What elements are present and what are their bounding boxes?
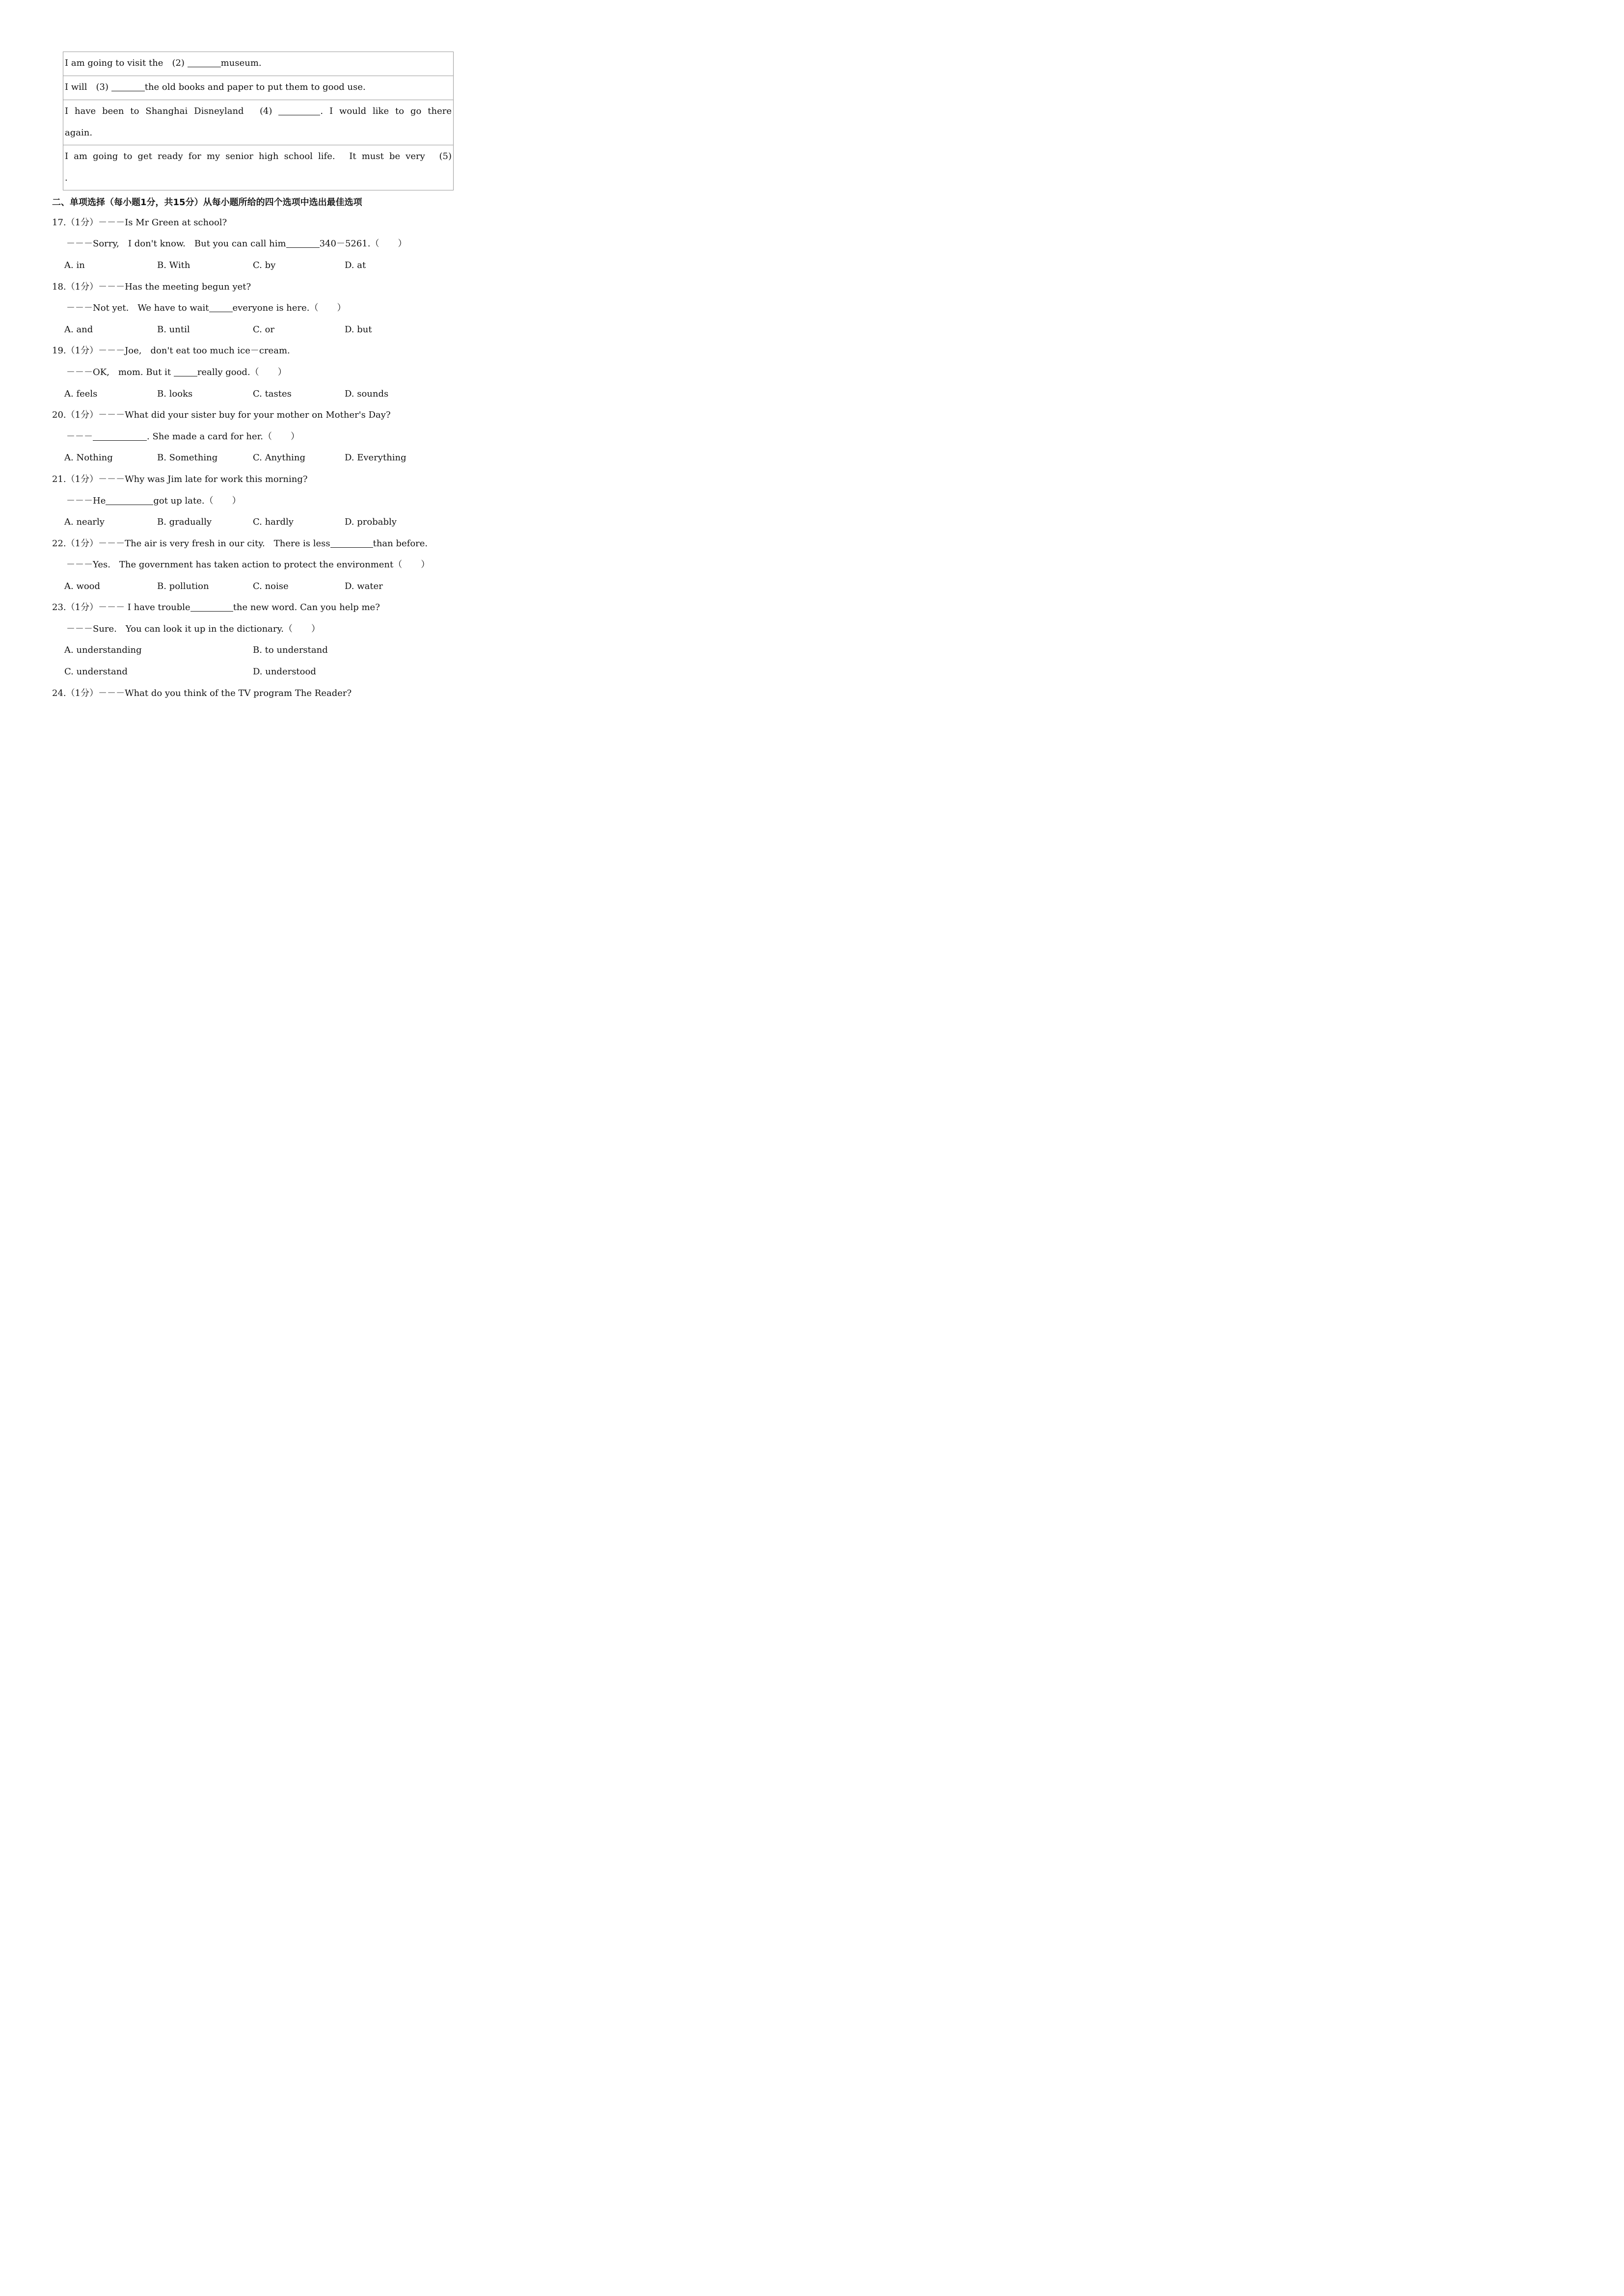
answer-text-before: －－－OK, mom. But it bbox=[66, 367, 174, 377]
cell-text-line2: again. bbox=[65, 128, 93, 138]
option-c[interactable]: C. hardly bbox=[253, 517, 294, 527]
question-stem-before: 22.（1分）－－－The air is very fresh in our city. There is less bbox=[52, 538, 330, 549]
paren-close: ） bbox=[337, 303, 346, 313]
answer-text-after: . She made a card for her.（ bbox=[147, 431, 272, 442]
cell-text bbox=[65, 52, 452, 74]
cell-text-after: . I would like to go there bbox=[320, 106, 452, 116]
table-cell bbox=[63, 100, 454, 145]
option-a[interactable]: A. in bbox=[64, 260, 85, 270]
option-d[interactable]: D. understood bbox=[253, 667, 316, 677]
cell-text-before: I have been to Shanghai Disneyland (4) bbox=[65, 106, 279, 116]
answer-text-after: everyone is here.（ bbox=[232, 303, 319, 313]
question-stem: 21.（1分）－－－Why was Jim late for work this morning? bbox=[52, 474, 308, 484]
answer-blank[interactable] bbox=[111, 81, 145, 91]
option-d[interactable]: D. but bbox=[345, 324, 372, 335]
option-d[interactable]: D. probably bbox=[345, 517, 397, 527]
cell-text-before: I am going to visit the (2) bbox=[65, 58, 188, 68]
option-d[interactable]: D. at bbox=[345, 260, 366, 270]
paren-close: ） bbox=[311, 624, 320, 634]
table-row bbox=[63, 145, 454, 190]
cell-text bbox=[65, 100, 452, 122]
table-row bbox=[63, 52, 454, 76]
paren-close: ） bbox=[398, 239, 407, 249]
option-a[interactable]: A. Nothing bbox=[64, 453, 113, 463]
answer-blank[interactable] bbox=[93, 431, 147, 441]
question-stem-after: the new word. Can you help me? bbox=[233, 602, 380, 613]
option-c[interactable]: C. Anything bbox=[253, 453, 306, 463]
table-cell bbox=[63, 145, 454, 190]
option-c[interactable]: C. understand bbox=[64, 667, 128, 677]
answer-text-before: －－－Sorry, I don't know. But you can call him bbox=[66, 239, 286, 249]
answer-blank[interactable] bbox=[209, 302, 233, 312]
option-c[interactable]: C. noise bbox=[253, 581, 289, 591]
answer-line bbox=[66, 238, 406, 250]
answer-text-after: 340－5261.（ bbox=[319, 239, 379, 249]
cell-text-before: I will (3) bbox=[65, 82, 111, 92]
table-row bbox=[63, 76, 454, 100]
option-a[interactable]: A. wood bbox=[64, 581, 101, 591]
answer-line bbox=[66, 559, 430, 571]
option-b[interactable]: B. gradually bbox=[157, 517, 212, 527]
question-stem bbox=[52, 601, 380, 614]
answer-blank[interactable] bbox=[174, 367, 197, 376]
option-c[interactable]: C. or bbox=[253, 324, 275, 335]
answer-blank[interactable] bbox=[278, 106, 320, 115]
table-cell bbox=[63, 52, 454, 76]
option-b[interactable]: B. Something bbox=[157, 453, 218, 463]
paren-close: ） bbox=[277, 367, 287, 377]
question-stem: 19.（1分）－－－Joe, don't eat too much ice－cream. bbox=[52, 346, 290, 356]
paren-close: ） bbox=[290, 431, 299, 442]
option-b[interactable]: B. With bbox=[157, 260, 190, 270]
answer-line bbox=[66, 495, 241, 507]
question-stem: 18.（1分）－－－Has the meeting begun yet? bbox=[52, 282, 251, 292]
answer-line bbox=[66, 623, 320, 636]
answer-text-before: －－－Yes. The government has taken action to protect the environment（ bbox=[66, 560, 403, 570]
cell-text: I am going to get ready for my senior high school life. It must be very (5) bbox=[65, 151, 452, 161]
answer-text-after: got up late.（ bbox=[153, 496, 214, 506]
answer-text-before: －－－Not yet. We have to wait bbox=[66, 303, 209, 313]
question-stem: 20.（1分）－－－What did your sister buy for your mother on Mother's Day? bbox=[52, 410, 391, 420]
table-row bbox=[63, 100, 454, 145]
answer-blank[interactable] bbox=[190, 602, 233, 612]
question-stem: 24.（1分）－－－What do you think of the TV program The Reader? bbox=[52, 688, 352, 698]
answer-text-before: －－－ bbox=[66, 431, 93, 442]
paren-close: ） bbox=[232, 496, 241, 506]
answer-text-before: －－－He bbox=[66, 496, 106, 506]
option-b[interactable]: B. until bbox=[157, 324, 190, 335]
option-c[interactable]: C. by bbox=[253, 260, 276, 270]
option-c[interactable]: C. tastes bbox=[253, 389, 292, 399]
question-stem: 17.（1分）－－－Is Mr Green at school? bbox=[52, 217, 227, 228]
cell-text-after: the old books and paper to put them to good use. bbox=[144, 82, 366, 92]
answer-blank[interactable] bbox=[330, 538, 373, 548]
answer-line bbox=[66, 302, 346, 315]
cell-text bbox=[65, 76, 452, 98]
answer-blank[interactable] bbox=[106, 495, 153, 505]
option-a[interactable]: A. nearly bbox=[64, 517, 105, 527]
option-d[interactable]: D. water bbox=[345, 581, 383, 591]
answer-blank[interactable] bbox=[188, 57, 221, 67]
option-b[interactable]: B. to understand bbox=[253, 645, 328, 655]
option-b[interactable]: B. pollution bbox=[157, 581, 209, 591]
option-b[interactable]: B. looks bbox=[157, 389, 193, 399]
option-a[interactable]: A. and bbox=[64, 324, 93, 335]
option-a[interactable]: A. understanding bbox=[64, 645, 142, 655]
section-heading: 二、单项选择（每小题1分，共15分）从每小题所给的四个选项中选出最佳选项 bbox=[52, 197, 362, 208]
table-cell bbox=[63, 76, 454, 100]
answer-text-after: really good.（ bbox=[197, 367, 259, 377]
answer-text-before: －－－Sure. You can look it up in the dictionary.（ bbox=[66, 624, 293, 634]
cell-text-line2: . bbox=[65, 173, 68, 183]
question-stem-before: 23.（1分）－－－ I have trouble bbox=[52, 602, 190, 613]
fill-in-table bbox=[63, 52, 454, 190]
option-d[interactable]: D. sounds bbox=[345, 389, 389, 399]
option-a[interactable]: A. feels bbox=[64, 389, 98, 399]
answer-blank[interactable] bbox=[286, 238, 320, 248]
question-stem bbox=[52, 537, 428, 550]
cell-text-after: museum. bbox=[220, 58, 262, 68]
option-d[interactable]: D. Everything bbox=[345, 453, 406, 463]
exam-page bbox=[0, 0, 541, 765]
paren-close: ） bbox=[421, 560, 430, 570]
answer-line bbox=[66, 366, 287, 379]
answer-line bbox=[66, 430, 299, 443]
question-stem-after: than before. bbox=[373, 538, 428, 549]
